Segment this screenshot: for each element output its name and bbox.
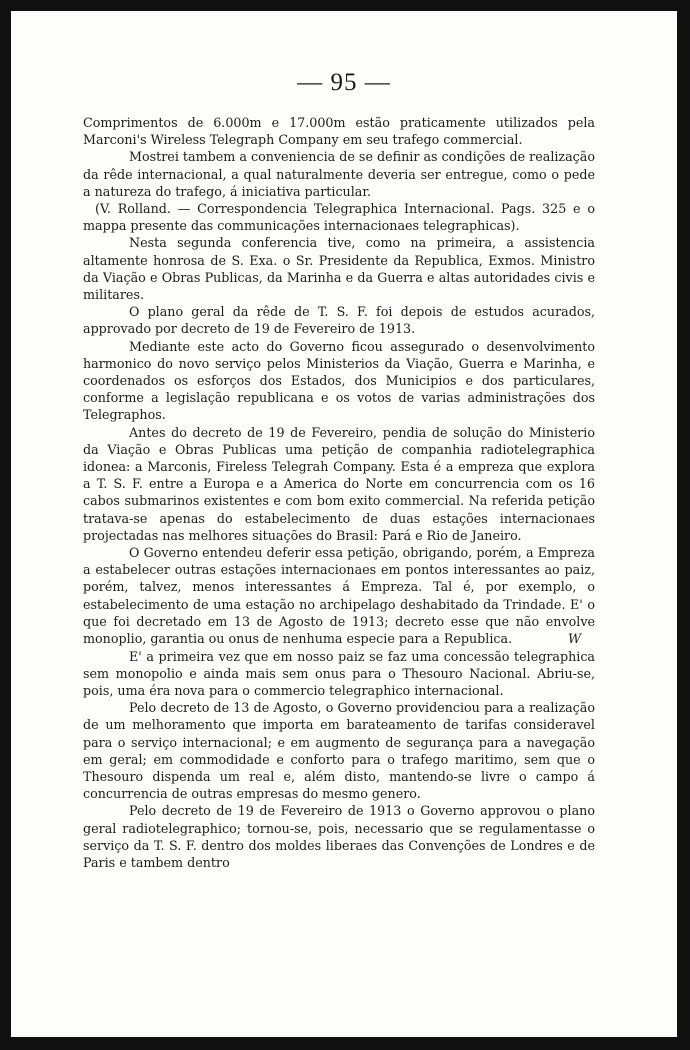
paragraph: Pelo decreto de 19 de Fevereiro de 1913 o Governo approvou o plano geral radiotelegraphico; tornou-se, pois, necessario que se regulamentasse o serviço da T. S. F. dentro dos moldes liberaes das Convenções de Londres e de Paris e tambem dentro — [83, 803, 595, 870]
page-number: — 95 — — [297, 69, 391, 96]
document-page — [11, 11, 677, 1037]
paragraph: Pelo decreto de 13 de Agosto, o Governo providenciou para a realização de um melhoramento que importa em barateamento de tarifas consideravel para o serviço internacional; e em augmento de segurança para a navegação em geral; em commodidade e conforto para o trafego maritimo, sem que o Thesouro dispenda um real e, além disto, mantendo-se livre o campo á concurrencia de outras empresas do mesmo genero. — [83, 700, 595, 802]
paragraph: O Governo entendeu deferir essa petição, obrigando, porém, a Empreza a estabelecer outras estações internacionaes em pontos interessantes ao paiz, porém, talvez, menos interessantes á Empreza. Tal é, por exemplo, o estabelecimento de uma estação no archipelago deshabitado da Trindade. E' o que foi decretado em 13 de Agosto de 1913; decreto esse que não envolve monoplio, garantia ou onus de nenhuma especie para a Republica. — [83, 545, 595, 647]
paragraph: O plano geral da rêde de T. S. F. foi depois de estudos acurados, approvado por decreto de 19 de Fevereiro de 1913. — [83, 304, 595, 337]
body-text — [83, 114, 595, 871]
paragraph: Nesta segunda conferencia tive, como na primeira, a assistencia altamente honrosa de S. Exa. o Sr. Presidente da Republica, Exmos. Ministro da Viação e Obras Publicas, da Marinha e da Guerra e altas autoridades civis e militares. — [83, 235, 595, 303]
margin-mark: W — [567, 631, 581, 647]
paragraph: Antes do decreto de 19 de Fevereiro, pendia de solução do Ministerio da Viação e Obras Publicas uma petição de companhia radiotelegraphica idonea: a Marconis, Fireless Telegrah Company. Esta é a empreza que explora a T. S. F. entre a Europa e a America do Norte em concurrencia com os 16 cabos submarinos existentes e com bom exito commercial. Na referida petição tratava-se apenas do estabelecimento de duas estações internacionaes projectadas nas melhores situações do Brasil: Pará e Rio de Janeiro. — [83, 424, 595, 543]
paragraph: E' a primeira vez que em nosso paiz se faz uma concessão telegraphica sem monopolio e ainda mais sem onus para o Thesouro Nacional. Abriu-se, pois, uma éra nova para o commercio telegraphico internacional. — [83, 648, 595, 698]
paragraph: Comprimentos de 6.000m e 17.000m estão praticamente utilizados pela Marconi's Wireless Telegraph Company em seu trafego commercial. — [83, 115, 595, 148]
paragraph: Mostrei tambem a conveniencia de se definir as condições de realização da rêde internacional, a qual naturalmente deveria ser entregue, como o pede a natureza do trafego, á iniciativa particular. — [83, 149, 595, 199]
reference-paragraph: (V. Rolland. — Correspondencia Telegraphica Internacional. Pags. 325 e o mappa presente das communicações internacionaes telegraphicas). — [83, 201, 595, 234]
paragraph: Mediante este acto do Governo ficou assegurado o desenvolvimento harmonico do novo serviço pelos Ministerios da Viação, Guerra e Marinha, e coordenados os esforços dos Estados, dos Municipios e dos particulares, conforme a legislação republicana e os votos de varias administrações dos Telegraphos. — [83, 338, 595, 423]
